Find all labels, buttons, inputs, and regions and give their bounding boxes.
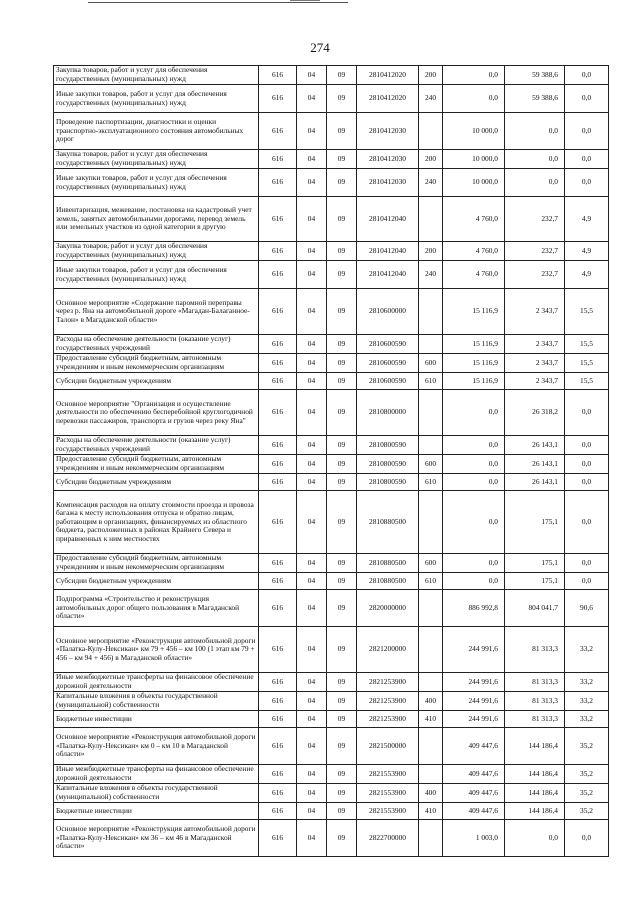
table-row	[54, 820, 609, 857]
plan-value-cell: 10 000,0	[443, 150, 505, 169]
expense-type-cell	[419, 728, 443, 765]
item-name-cell: Закупка товаров, работ и услуг для обеспечения государственных (муниципальных) нужд	[54, 242, 259, 261]
target-code-cell: 2821253900	[357, 673, 419, 692]
actual-value-cell: 2 343,7	[505, 373, 565, 390]
percent-value-cell: 0,0	[565, 436, 609, 455]
item-name-cell: Иные межбюджетные трансферты на финансовое обеспечение дорожной деятельности	[54, 673, 259, 692]
actual-value-cell: 59 388,6	[505, 85, 565, 113]
item-name-cell: Основное мероприятие «Реконструкция автомобильной дороги «Палатка-Кулу-Нексикан» км 36 – км 46 в Магаданской области»	[54, 820, 259, 857]
subsection-code-cell: 09	[327, 354, 357, 373]
target-code-cell: 2821500000	[357, 728, 419, 765]
plan-value-cell: 409 447,6	[443, 728, 505, 765]
ministry-code-cell: 616	[259, 261, 297, 289]
actual-value-cell: 144 186,4	[505, 765, 565, 784]
plan-value-cell: 0,0	[443, 85, 505, 113]
actual-value-cell: 144 186,4	[505, 803, 565, 820]
actual-value-cell: 232,7	[505, 242, 565, 261]
actual-value-cell: 175,1	[505, 491, 565, 554]
subsection-code-cell: 09	[327, 242, 357, 261]
subsection-code-cell: 09	[327, 728, 357, 765]
target-code-cell: 2822700000	[357, 820, 419, 857]
target-code-cell: 2820000000	[357, 590, 419, 627]
table-body	[54, 66, 609, 857]
subsection-code-cell: 09	[327, 711, 357, 728]
expense-type-cell	[419, 197, 443, 242]
target-code-cell: 2821200000	[357, 627, 419, 673]
section-code-cell: 04	[297, 765, 327, 784]
subsection-code-cell: 09	[327, 169, 357, 197]
budget-table	[53, 65, 609, 857]
table-row	[54, 491, 609, 554]
expense-type-cell: 410	[419, 803, 443, 820]
item-name-cell: Основное мероприятие «Реконструкция автомобильной дороги «Палатка-Кулу-Нексикан» км 79 + 456 – км 100 (1 этап км 79 + 456 – км 94 + 456) в Магаданской области»	[54, 627, 259, 673]
expense-type-cell: 240	[419, 261, 443, 289]
item-name-cell: Предоставление субсидий бюджетным, автономным учреждениям и иным некоммерческим организациям	[54, 455, 259, 474]
item-name-cell: Расходы на обеспечение деятельности (оказание услуг) государственных учреждений	[54, 335, 259, 354]
expense-type-cell	[419, 113, 443, 150]
ministry-code-cell: 616	[259, 491, 297, 554]
section-code-cell: 04	[297, 113, 327, 150]
ministry-code-cell: 616	[259, 354, 297, 373]
actual-value-cell: 2 343,7	[505, 354, 565, 373]
expense-type-cell	[419, 673, 443, 692]
target-code-cell: 2810600000	[357, 289, 419, 335]
section-code-cell: 04	[297, 436, 327, 455]
percent-value-cell: 4,9	[565, 242, 609, 261]
actual-value-cell: 0,0	[505, 169, 565, 197]
target-code-cell: 2821253900	[357, 711, 419, 728]
expense-type-cell	[419, 390, 443, 436]
section-code-cell: 04	[297, 692, 327, 711]
percent-value-cell: 15,5	[565, 373, 609, 390]
item-name-cell: Предоставление субсидий бюджетным, автономным учреждениям и иным некоммерческим организациям	[54, 354, 259, 373]
item-name-cell: Субсидии бюджетным учреждениям	[54, 474, 259, 491]
table-row	[54, 784, 609, 803]
table-row	[54, 554, 609, 573]
subsection-code-cell: 09	[327, 692, 357, 711]
expense-type-cell	[419, 820, 443, 857]
subsection-code-cell: 09	[327, 765, 357, 784]
section-code-cell: 04	[297, 289, 327, 335]
ministry-code-cell: 616	[259, 692, 297, 711]
ministry-code-cell: 616	[259, 335, 297, 354]
subsection-code-cell: 09	[327, 66, 357, 85]
section-code-cell: 04	[297, 169, 327, 197]
section-code-cell: 04	[297, 474, 327, 491]
section-code-cell: 04	[297, 150, 327, 169]
item-name-cell: Закупка товаров, работ и услуг для обеспечения государственных (муниципальных) нужд	[54, 150, 259, 169]
plan-value-cell: 244 991,6	[443, 711, 505, 728]
actual-value-cell: 175,1	[505, 554, 565, 573]
target-code-cell: 2821553900	[357, 803, 419, 820]
expense-type-cell: 200	[419, 242, 443, 261]
item-name-cell: Иные межбюджетные трансферты на финансовое обеспечение дорожной деятельности	[54, 765, 259, 784]
expense-type-cell: 600	[419, 354, 443, 373]
expense-type-cell	[419, 335, 443, 354]
actual-value-cell: 144 186,4	[505, 728, 565, 765]
section-code-cell: 04	[297, 197, 327, 242]
item-name-cell: Субсидии бюджетным учреждениям	[54, 573, 259, 590]
percent-value-cell: 15,5	[565, 354, 609, 373]
section-code-cell: 04	[297, 728, 327, 765]
item-name-cell: Бюджетные инвестиции	[54, 803, 259, 820]
target-code-cell: 2810800000	[357, 390, 419, 436]
section-code-cell: 04	[297, 627, 327, 673]
subsection-code-cell: 09	[327, 474, 357, 491]
section-code-cell: 04	[297, 354, 327, 373]
section-code-cell: 04	[297, 820, 327, 857]
section-code-cell: 04	[297, 554, 327, 573]
percent-value-cell: 90,6	[565, 590, 609, 627]
item-name-cell: Инвентаризация, межевание, постановка на кадастровый учет земель, занятых автомобильными дорогами, перевод земель или земельных участков из одной категории в другую	[54, 197, 259, 242]
item-name-cell: Иные закупки товаров, работ и услуг для обеспечения государственных (муниципальных) нужд	[54, 169, 259, 197]
actual-value-cell: 26 143,1	[505, 436, 565, 455]
plan-value-cell: 15 116,9	[443, 354, 505, 373]
expense-type-cell: 610	[419, 474, 443, 491]
actual-value-cell: 81 313,3	[505, 692, 565, 711]
item-name-cell: Основное мероприятие «Реконструкция автомобильной дороги «Палатка-Кулу-Нексикан» км 0 – км 10 в Магаданской области»	[54, 728, 259, 765]
target-code-cell: 2810412040	[357, 197, 419, 242]
plan-value-cell: 409 447,6	[443, 765, 505, 784]
actual-value-cell: 26 143,1	[505, 455, 565, 474]
target-code-cell: 2810600590	[357, 373, 419, 390]
percent-value-cell: 4,9	[565, 261, 609, 289]
percent-value-cell: 0,0	[565, 554, 609, 573]
table-row	[54, 765, 609, 784]
target-code-cell: 2810800590	[357, 455, 419, 474]
table-row	[54, 66, 609, 85]
item-name-cell: Предоставление субсидий бюджетным, автономным учреждениям и иным некоммерческим организациям	[54, 554, 259, 573]
actual-value-cell: 26 318,2	[505, 390, 565, 436]
expense-type-cell: 200	[419, 66, 443, 85]
subsection-code-cell: 09	[327, 590, 357, 627]
subsection-code-cell: 09	[327, 573, 357, 590]
ministry-code-cell: 616	[259, 554, 297, 573]
subsection-code-cell: 09	[327, 289, 357, 335]
item-name-cell: Компенсация расходов на оплату стоимости проезда и провоза багажа к месту использования отпуска и обратно лицам, работающим в организациях, финансируемых из областного бюджета, расположенных в районах Крайнего Севера и приравненных к ним местностях	[54, 491, 259, 554]
percent-value-cell: 0,0	[565, 390, 609, 436]
plan-value-cell: 15 116,9	[443, 373, 505, 390]
target-code-cell: 2810800590	[357, 474, 419, 491]
section-code-cell: 04	[297, 784, 327, 803]
section-code-cell: 04	[297, 573, 327, 590]
item-name-cell: Закупка товаров, работ и услуг для обеспечения государственных (муниципальных) нужд	[54, 66, 259, 85]
section-code-cell: 04	[297, 66, 327, 85]
section-code-cell: 04	[297, 491, 327, 554]
item-name-cell: Подпрограмма «Строительство и реконструкция автомобильных дорог общего пользования в Магаданской области»	[54, 590, 259, 627]
ministry-code-cell: 616	[259, 728, 297, 765]
target-code-cell: 2810800590	[357, 436, 419, 455]
table-row	[54, 289, 609, 335]
plan-value-cell: 0,0	[443, 66, 505, 85]
subsection-code-cell: 09	[327, 554, 357, 573]
actual-value-cell: 0,0	[505, 113, 565, 150]
table-row	[54, 335, 609, 354]
subsection-code-cell: 09	[327, 335, 357, 354]
page-number: 274	[310, 40, 330, 55]
ministry-code-cell: 616	[259, 66, 297, 85]
actual-value-cell: 0,0	[505, 820, 565, 857]
table-row	[54, 673, 609, 692]
section-code-cell: 04	[297, 590, 327, 627]
plan-value-cell: 15 116,9	[443, 289, 505, 335]
plan-value-cell: 0,0	[443, 554, 505, 573]
percent-value-cell: 35,2	[565, 803, 609, 820]
target-code-cell: 2810880500	[357, 491, 419, 554]
ministry-code-cell: 616	[259, 590, 297, 627]
top-mark	[290, 0, 320, 4]
plan-value-cell: 4 760,0	[443, 242, 505, 261]
target-code-cell: 2810600590	[357, 354, 419, 373]
actual-value-cell: 81 313,3	[505, 711, 565, 728]
actual-value-cell: 81 313,3	[505, 673, 565, 692]
percent-value-cell: 15,5	[565, 289, 609, 335]
actual-value-cell: 804 041,7	[505, 590, 565, 627]
subsection-code-cell: 09	[327, 261, 357, 289]
target-code-cell: 2810880500	[357, 554, 419, 573]
percent-value-cell: 0,0	[565, 66, 609, 85]
expense-type-cell	[419, 765, 443, 784]
subsection-code-cell: 09	[327, 673, 357, 692]
ministry-code-cell: 616	[259, 820, 297, 857]
percent-value-cell: 4,9	[565, 197, 609, 242]
percent-value-cell: 0,0	[565, 820, 609, 857]
item-name-cell: Основное мероприятие «Содержание паромной переправы через р. Яна на автомобильной дороге «Магадан-Балаганное-Талон» в Магаданской области»	[54, 289, 259, 335]
plan-value-cell: 0,0	[443, 436, 505, 455]
subsection-code-cell: 09	[327, 150, 357, 169]
section-code-cell: 04	[297, 455, 327, 474]
item-name-cell: Проведение паспортизации, диагностики и оценки транспортно-эксплуатационного состояния автомобильных дорог	[54, 113, 259, 150]
target-code-cell: 2810412040	[357, 242, 419, 261]
item-name-cell: Субсидии бюджетным учреждениям	[54, 373, 259, 390]
subsection-code-cell: 09	[327, 390, 357, 436]
ministry-code-cell: 616	[259, 455, 297, 474]
table-row	[54, 169, 609, 197]
percent-value-cell: 33,2	[565, 627, 609, 673]
section-code-cell: 04	[297, 803, 327, 820]
percent-value-cell: 0,0	[565, 85, 609, 113]
actual-value-cell: 0,0	[505, 150, 565, 169]
ministry-code-cell: 616	[259, 373, 297, 390]
plan-value-cell: 10 000,0	[443, 169, 505, 197]
table-row	[54, 436, 609, 455]
expense-type-cell: 200	[419, 150, 443, 169]
plan-value-cell: 0,0	[443, 491, 505, 554]
percent-value-cell: 33,2	[565, 711, 609, 728]
plan-value-cell: 244 991,6	[443, 627, 505, 673]
percent-value-cell: 0,0	[565, 474, 609, 491]
item-name-cell: Иные закупки товаров, работ и услуг для обеспечения государственных (муниципальных) нужд	[54, 261, 259, 289]
target-code-cell: 2810412020	[357, 66, 419, 85]
section-code-cell: 04	[297, 242, 327, 261]
actual-value-cell: 232,7	[505, 261, 565, 289]
plan-value-cell: 0,0	[443, 573, 505, 590]
table-row	[54, 85, 609, 113]
percent-value-cell: 0,0	[565, 491, 609, 554]
percent-value-cell: 35,2	[565, 765, 609, 784]
actual-value-cell: 2 343,7	[505, 335, 565, 354]
subsection-code-cell: 09	[327, 113, 357, 150]
expense-type-cell: 610	[419, 573, 443, 590]
plan-value-cell: 886 992,8	[443, 590, 505, 627]
expense-type-cell: 400	[419, 692, 443, 711]
table-row	[54, 728, 609, 765]
table-row	[54, 261, 609, 289]
section-code-cell: 04	[297, 711, 327, 728]
plan-value-cell: 0,0	[443, 455, 505, 474]
target-code-cell: 2821553900	[357, 765, 419, 784]
plan-value-cell: 409 447,6	[443, 784, 505, 803]
actual-value-cell: 144 186,4	[505, 784, 565, 803]
section-code-cell: 04	[297, 261, 327, 289]
table-row	[54, 803, 609, 820]
plan-value-cell: 409 447,6	[443, 803, 505, 820]
ministry-code-cell: 616	[259, 113, 297, 150]
target-code-cell: 2810600590	[357, 335, 419, 354]
ministry-code-cell: 616	[259, 673, 297, 692]
expense-type-cell: 240	[419, 85, 443, 113]
target-code-cell: 2810412030	[357, 150, 419, 169]
table-row	[54, 573, 609, 590]
ministry-code-cell: 616	[259, 711, 297, 728]
target-code-cell: 2810412030	[357, 169, 419, 197]
section-code-cell: 04	[297, 85, 327, 113]
ministry-code-cell: 616	[259, 289, 297, 335]
actual-value-cell: 175,1	[505, 573, 565, 590]
plan-value-cell: 244 991,6	[443, 673, 505, 692]
percent-value-cell: 0,0	[565, 169, 609, 197]
table-row	[54, 692, 609, 711]
subsection-code-cell: 09	[327, 373, 357, 390]
expense-type-cell: 400	[419, 784, 443, 803]
subsection-code-cell: 09	[327, 491, 357, 554]
ministry-code-cell: 616	[259, 573, 297, 590]
section-code-cell: 04	[297, 373, 327, 390]
subsection-code-cell: 09	[327, 627, 357, 673]
percent-value-cell: 0,0	[565, 455, 609, 474]
subsection-code-cell: 09	[327, 436, 357, 455]
expense-type-cell	[419, 289, 443, 335]
table-row	[54, 150, 609, 169]
percent-value-cell: 15,5	[565, 335, 609, 354]
ministry-code-cell: 616	[259, 242, 297, 261]
plan-value-cell: 0,0	[443, 474, 505, 491]
target-code-cell: 2810412030	[357, 113, 419, 150]
item-name-cell: Капитальные вложения в объекты государственной (муниципальной) собственности	[54, 692, 259, 711]
plan-value-cell: 15 116,9	[443, 335, 505, 354]
target-code-cell: 2810412020	[357, 85, 419, 113]
section-code-cell: 04	[297, 335, 327, 354]
plan-value-cell: 4 760,0	[443, 261, 505, 289]
table-row	[54, 390, 609, 436]
subsection-code-cell: 09	[327, 85, 357, 113]
table-row	[54, 197, 609, 242]
plan-value-cell: 1 003,0	[443, 820, 505, 857]
ministry-code-cell: 616	[259, 765, 297, 784]
item-name-cell: Бюджетные инвестиции	[54, 711, 259, 728]
table-row	[54, 113, 609, 150]
target-code-cell: 2810880500	[357, 573, 419, 590]
section-code-cell: 04	[297, 390, 327, 436]
item-name-cell: Иные закупки товаров, работ и услуг для обеспечения государственных (муниципальных) нужд	[54, 85, 259, 113]
expense-type-cell: 610	[419, 373, 443, 390]
actual-value-cell: 59 388,6	[505, 66, 565, 85]
ministry-code-cell: 616	[259, 85, 297, 113]
subsection-code-cell: 09	[327, 820, 357, 857]
table-row	[54, 354, 609, 373]
ministry-code-cell: 616	[259, 390, 297, 436]
percent-value-cell: 35,2	[565, 784, 609, 803]
target-code-cell: 2821253900	[357, 692, 419, 711]
ministry-code-cell: 616	[259, 627, 297, 673]
ministry-code-cell: 616	[259, 169, 297, 197]
subsection-code-cell: 09	[327, 803, 357, 820]
actual-value-cell: 232,7	[505, 197, 565, 242]
item-name-cell: Расходы на обеспечение деятельности (оказание услуг) государственных учреждений	[54, 436, 259, 455]
table-row	[54, 373, 609, 390]
expense-type-cell: 600	[419, 554, 443, 573]
percent-value-cell: 33,2	[565, 692, 609, 711]
expense-type-cell: 410	[419, 711, 443, 728]
plan-value-cell: 0,0	[443, 390, 505, 436]
percent-value-cell: 33,2	[565, 673, 609, 692]
expense-type-cell: 600	[419, 455, 443, 474]
subsection-code-cell: 09	[327, 197, 357, 242]
expense-type-cell	[419, 436, 443, 455]
plan-value-cell: 10 000,0	[443, 113, 505, 150]
table-row	[54, 711, 609, 728]
percent-value-cell: 0,0	[565, 573, 609, 590]
actual-value-cell: 81 313,3	[505, 627, 565, 673]
table-row	[54, 455, 609, 474]
expense-type-cell: 240	[419, 169, 443, 197]
ministry-code-cell: 616	[259, 150, 297, 169]
expense-type-cell	[419, 627, 443, 673]
item-name-cell: Основное мероприятие "Организация и осуществление деятельности по обеспечению бесперебойной круглогодичной перевозки пассажиров, транспорта и грузов через реку Яна"	[54, 390, 259, 436]
table-row	[54, 627, 609, 673]
percent-value-cell: 0,0	[565, 113, 609, 150]
ministry-code-cell: 616	[259, 436, 297, 455]
section-code-cell: 04	[297, 673, 327, 692]
subsection-code-cell: 09	[327, 784, 357, 803]
expense-type-cell	[419, 491, 443, 554]
ministry-code-cell: 616	[259, 803, 297, 820]
table-row	[54, 590, 609, 627]
percent-value-cell: 35,2	[565, 728, 609, 765]
plan-value-cell: 244 991,6	[443, 692, 505, 711]
percent-value-cell: 0,0	[565, 150, 609, 169]
item-name-cell: Капитальные вложения в объекты государственной (муниципальной) собственности	[54, 784, 259, 803]
actual-value-cell: 26 143,1	[505, 474, 565, 491]
expense-type-cell	[419, 590, 443, 627]
ministry-code-cell: 616	[259, 784, 297, 803]
plan-value-cell: 4 760,0	[443, 197, 505, 242]
target-code-cell: 2821553900	[357, 784, 419, 803]
ministry-code-cell: 616	[259, 197, 297, 242]
target-code-cell: 2810412040	[357, 261, 419, 289]
table-row	[54, 242, 609, 261]
actual-value-cell: 2 343,7	[505, 289, 565, 335]
table-row	[54, 474, 609, 491]
subsection-code-cell: 09	[327, 455, 357, 474]
ministry-code-cell: 616	[259, 474, 297, 491]
